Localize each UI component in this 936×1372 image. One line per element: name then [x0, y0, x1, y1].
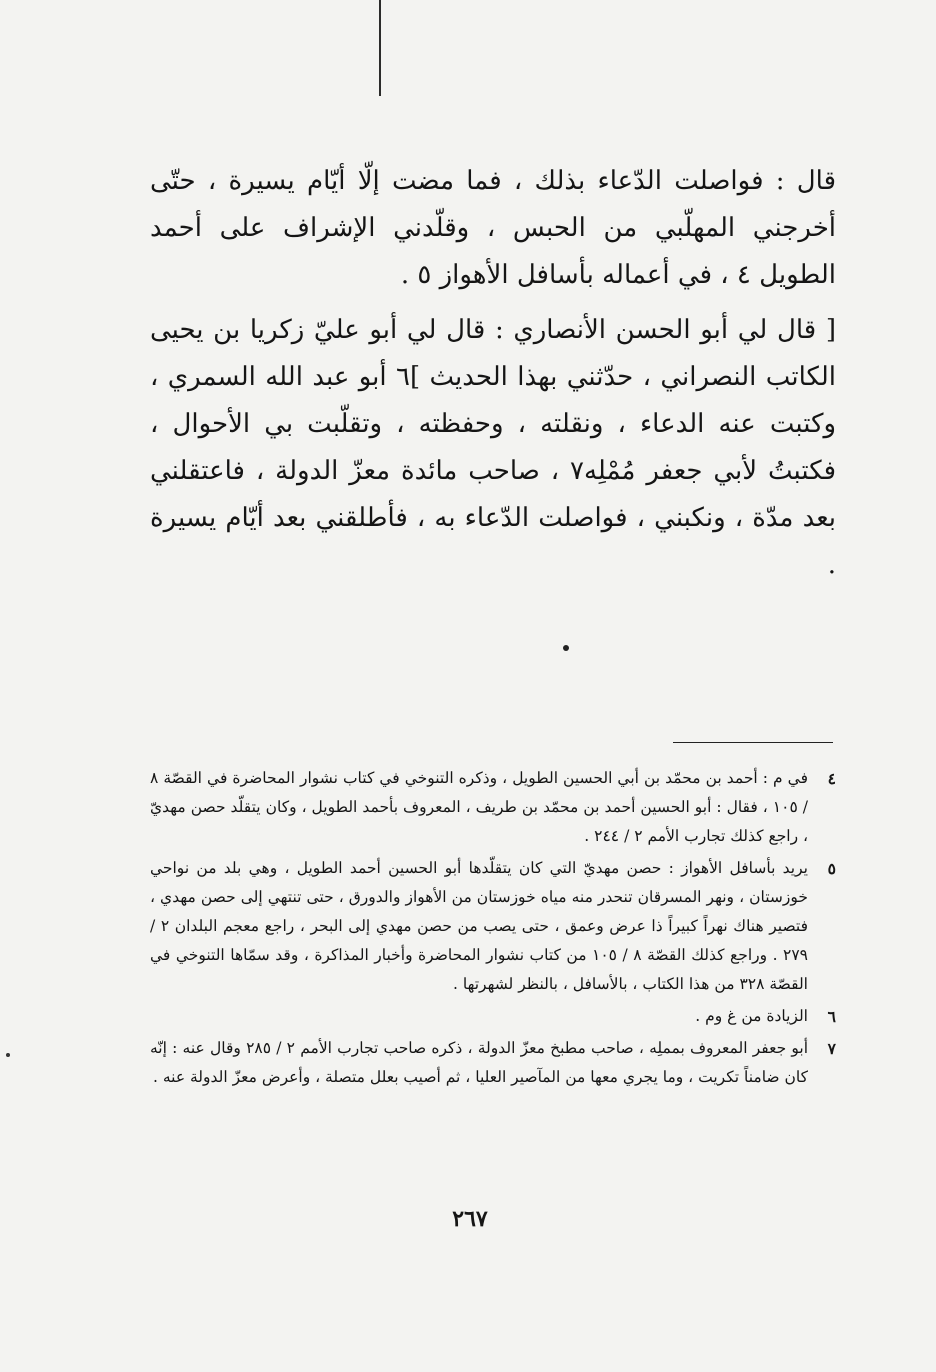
paragraph-2: [ قال لي أبو الحسن الأنصاري : قال لي أبو عليّ زكريا بن يحيى الكاتب النصراني ، حدّثني بهذا الحديث ]٦ أبو عبد الله السمري ، وكتبت عنه الدعاء ، ونقلته ، وحفظته ، وتقلّبت بي الأحوال ، فكتبتُ لأبي جعفر مُمْلِه٧ ، صاحب مائدة معزّ الدولة ، فاعتقلني بعد مدّة ، ونكبني ، فواصلت الدّعاء به ، فأطلقني بعد أيّام يسيرة .	[150, 315, 837, 580]
footnotes	[150, 764, 836, 1092]
footnote-text: الزيادة من غ وم .	[695, 1007, 808, 1025]
footnote-4	[150, 764, 836, 851]
main-text	[150, 158, 836, 589]
footnote-separator	[673, 742, 833, 743]
footnote-text: في م : أحمد بن محمّد بن أبي الحسين الطويل ، وذكره التنوخي في كتاب نشوار المحاضرة في القصّة ٨ / ١٠٥ ، فقال : أبو الحسين أحمد بن محمّد بن طريف ، المعروف بأحمد الطويل ، وكان يتقلّد حصن مهديّ ، راجع كذلك تجارب الأمم ٢ / ٢٤٤ .	[150, 769, 808, 845]
paragraph-1: قال : فواصلت الدّعاء بذلك ، فما مضت إلّا أيّام يسيرة ، حتّى أخرجني المهلّبي من الحبس ، وقلّدني الإشراف على أحمد الطويل ٤ ، في أعماله بأسافل الأهواز ٥ .	[150, 166, 836, 290]
scan-speck	[6, 1053, 10, 1057]
footnote-number: ٤	[827, 769, 836, 788]
footnote-number: ٥	[827, 859, 836, 878]
footnote-number: ٧	[827, 1039, 836, 1058]
footnote-6	[150, 1002, 836, 1031]
footnote-text: يريد بأسافل الأهواز : حصن مهديّ التي كان يتقلّدها أبو الحسين أحمد الطويل ، وهي بلد من نواحي خوزستان ، ونهر المسرقان تنحدر منه مياه خوزستان من الأهواز والدورق ، حتى تنتهي إلى حصن مهدي ، فتصير هناك نهراً كبيراً ذا عرض وعمق ، حتى يصب من حصن مهدي إلى البحر ، راجع معجم البلدان ٢ / ٢٧٩ . وراجع كذلك القصّة ٨ / ١٠٥ من كتاب نشوار المحاضرة وأخبار المذاكرة ، وقد سمّاها التنوخي في القصّة ٣٢٨ من هذا الكتاب ، بالأسافل ، بالنظر لشهرتها .	[150, 859, 809, 993]
footnote-7	[150, 1034, 836, 1092]
footnote-5	[150, 854, 836, 999]
gutter-rule	[379, 0, 381, 96]
footnote-number: ٦	[827, 1007, 836, 1026]
page-number: ٢٦٧	[452, 1206, 488, 1232]
ink-dot	[563, 645, 569, 651]
footnote-text: أبو جعفر المعروف بمملِه ، صاحب مطبخ معزّ الدولة ، ذكره صاحب تجارب الأمم ٢ / ٢٨٥ وقال عنه : إنّه كان ضامناً تكريت ، وما يجري معها من المآصير العليا ، ثم أصيب بعلل متصلة ، وأعرض معزّ الدولة عنه .	[150, 1039, 808, 1086]
